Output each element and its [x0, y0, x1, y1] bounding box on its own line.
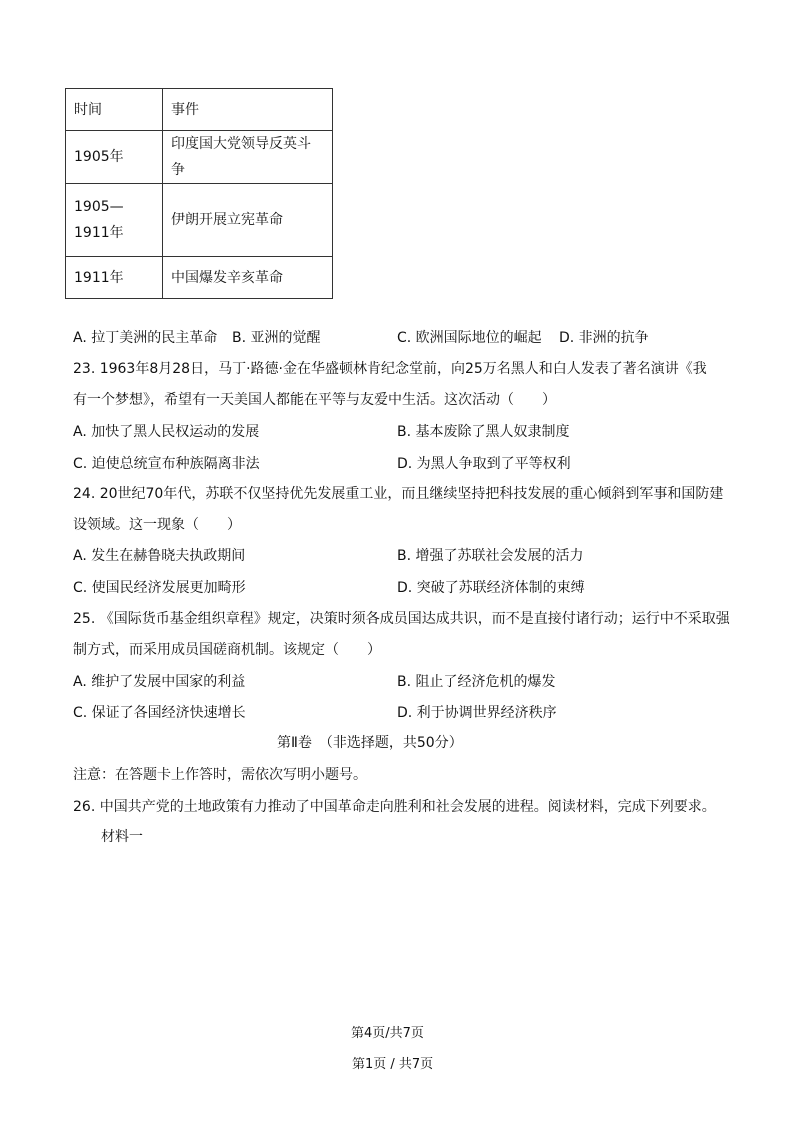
q22-option-d: D. 非洲的抗争	[559, 330, 649, 346]
section2-heading: 第Ⅱ卷 （非选择题，共50分）	[277, 735, 463, 751]
table-row	[66, 131, 333, 184]
q24-option-b: B. 增强了苏联社会发展的活力	[397, 548, 584, 564]
q24-option-c: C. 使国民经济发展更加畸形	[73, 580, 246, 596]
q23-stem-line1: 23. 1963年8月28日，马丁·路德·金在华盛顿林肯纪念堂前，向25万名黑人和白人发表了著名演讲《我	[73, 361, 707, 377]
table-header-event: 事件	[163, 89, 333, 131]
table-cell-time: 1911年	[66, 257, 163, 299]
q26-stem: 26. 中国共产党的土地政策有力推动了中国革命走向胜利和社会发展的进程。阅读材料，完成下列要求。	[73, 799, 716, 815]
q24-option-a: A. 发生在赫鲁晓夫执政期间	[73, 548, 246, 564]
table-cell-event: 中国爆发辛亥革命	[163, 257, 333, 299]
q25-option-b: B. 阻止了经济危机的爆发	[397, 674, 556, 690]
q23-option-b: B. 基本废除了黑人奴隶制度	[397, 424, 570, 440]
q24-stem-line2: 设领域。这一现象（ ）	[73, 517, 241, 533]
table-cell-time: 1905—1911年	[66, 184, 163, 257]
page-number-outer: 第1页 / 共7页	[352, 1057, 434, 1072]
table-header-time: 时间	[66, 89, 163, 131]
section2-note: 注意：在答题卡上作答时，需依次写明小题号。	[73, 767, 367, 783]
q23-option-d: D. 为黑人争取到了平等权利	[397, 456, 571, 472]
q23-option-a: A. 加快了黑人民权运动的发展	[73, 424, 260, 440]
table-cell-event: 伊朗开展立宪革命	[163, 184, 333, 257]
q26-material-label: 材料一	[101, 829, 143, 845]
table-cell-time: 1905年	[66, 131, 163, 184]
events-table	[65, 88, 333, 299]
q23-option-c: C. 迫使总统宣布种族隔离非法	[73, 456, 260, 472]
table-cell-event: 印度国大党领导反英斗争	[163, 131, 333, 184]
q22-option-b: B. 亚洲的觉醒	[232, 330, 321, 346]
table-header-row	[66, 89, 333, 131]
q25-option-d: D. 利于协调世界经济秩序	[397, 705, 557, 721]
q25-stem-line2: 制方式，而采用成员国磋商机制。该规定（ ）	[73, 642, 381, 658]
q25-option-a: A. 维护了发展中国家的利益	[73, 674, 246, 690]
q24-stem-line1: 24. 20世纪70年代，苏联不仅坚持优先发展重工业，而且继续坚持把科技发展的重心倾斜到军事和国防建	[73, 486, 724, 502]
q22-option-a: A. 拉丁美洲的民主革命	[73, 330, 218, 346]
q22-option-c: C. 欧洲国际地位的崛起	[397, 330, 542, 346]
q24-option-d: D. 突破了苏联经济体制的束缚	[397, 580, 585, 596]
table-row	[66, 184, 333, 257]
q25-option-c: C. 保证了各国经济快速增长	[73, 705, 246, 721]
table-row	[66, 257, 333, 299]
q23-stem-line2: 有一个梦想》，希望有一天美国人都能在平等与友爱中生活。这次活动（ ）	[73, 392, 556, 408]
q25-stem-line1: 25. 《国际货币基金组织章程》规定，决策时须各成员国达成共识，而不是直接付诸行动；运行中不采取强	[73, 611, 730, 627]
page-number-inner: 第4页/共7页	[351, 1026, 424, 1041]
